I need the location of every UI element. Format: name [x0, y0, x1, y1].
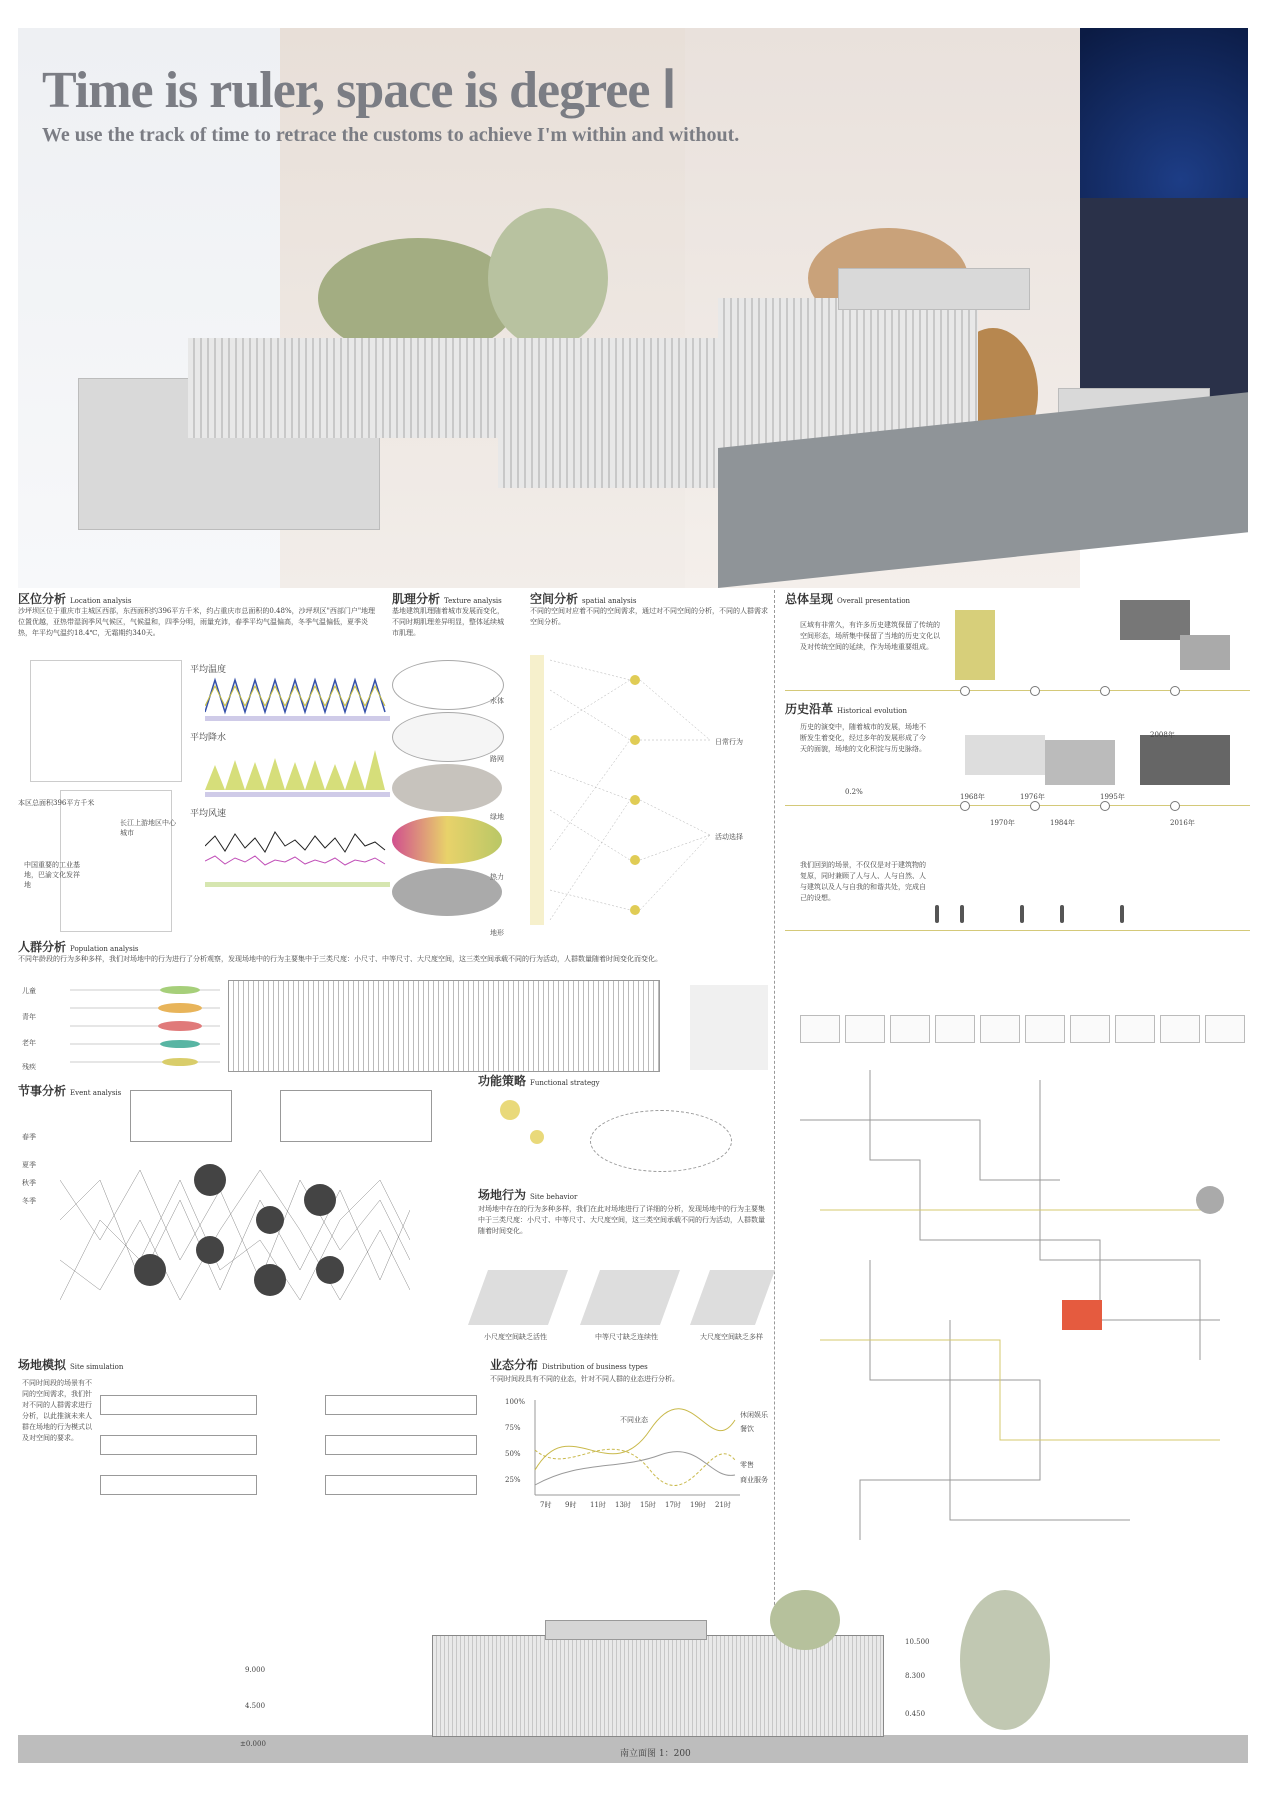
business-xtick: 21时	[715, 1501, 731, 1509]
texture-label: 绿地	[490, 813, 504, 821]
business-xtick: 11时	[590, 1501, 606, 1509]
business-ytick: 100%	[505, 1398, 526, 1406]
texture-heat	[392, 816, 502, 864]
history-date: 1995年	[1100, 793, 1125, 801]
behavior-text: 对场地中存在的行为多种多样，我们在此对场地进行了详细的分析，发现场地中的行为主要集中于三类尺度：小尺寸、中等尺寸、大尺度空间，这三类空间承载不同的行为活动，人群数量随着时间变化。	[478, 1205, 765, 1235]
behavior-caption: 小尺度空间缺乏活性	[484, 1333, 547, 1341]
event-title: 节事分析 Event analysis	[18, 1084, 122, 1098]
location-title: 区位分析 Location analysis	[18, 592, 132, 606]
group-label: 残疾	[22, 1063, 36, 1071]
elevation-level: ±0.000	[240, 1740, 266, 1748]
spatial-title: 空间分析 spatial analysis	[530, 592, 637, 606]
column-divider	[774, 590, 775, 1640]
history-text: 历史的演变中，随着城市的发展，场地不断发生着变化，经过多年的发展形成了今天的面貌，场地的文化积淀与历史脉络。	[800, 723, 926, 753]
space-icon	[1205, 1015, 1245, 1043]
behavior-caption: 中等尺寸缺乏连续性	[595, 1333, 658, 1341]
space-icon	[1160, 1015, 1200, 1043]
simulation-strip	[325, 1435, 477, 1455]
behavior-caption: 大尺度空间缺乏多样	[700, 1333, 763, 1341]
space-icon	[800, 1015, 840, 1043]
history-terrain	[1045, 740, 1115, 785]
population-ribbons	[70, 980, 220, 1070]
season-label: 春季	[22, 1133, 36, 1141]
season-label: 冬季	[22, 1197, 36, 1205]
space-icon	[1025, 1015, 1065, 1043]
business-xtick: 9时	[565, 1501, 577, 1509]
business-title: 业态分布 Distribution of business types	[490, 1358, 648, 1372]
texture-title: 肌理分析 Texture analysis	[392, 592, 502, 606]
business-xtick: 19时	[690, 1501, 706, 1509]
china-map	[30, 660, 182, 782]
overall-photo	[1120, 600, 1190, 640]
temp-chart	[205, 672, 390, 722]
elevation-caption: 南立面图 1：200	[620, 1749, 691, 1759]
history-date: 2008年	[1150, 731, 1175, 739]
map-note: 长江上游地区中心城市	[120, 819, 176, 837]
season-label: 夏季	[22, 1161, 36, 1169]
history-area: 0.2%	[845, 788, 863, 796]
business-xtick: 7时	[540, 1501, 552, 1509]
business-text: 不同时间段具有不同的业态，针对不同人群的业态进行分析。	[490, 1375, 679, 1383]
group-label: 青年	[22, 1013, 36, 1021]
history-photo	[1140, 735, 1230, 785]
behavior-title: 场地行为 Site behavior	[478, 1188, 578, 1202]
person-figure	[1060, 905, 1064, 923]
timeline-axis	[785, 690, 1250, 691]
icon-row	[800, 1015, 1250, 1045]
timeline-dot	[1100, 686, 1110, 696]
rain-chart	[205, 740, 390, 800]
history-dot	[960, 801, 970, 811]
history-date: 1976年	[1020, 793, 1045, 801]
function-zone	[590, 1110, 732, 1172]
business-xtick: 13时	[615, 1501, 631, 1509]
elevation-level: 9.000	[245, 1666, 266, 1674]
person-figure	[960, 905, 964, 923]
texture-label: 水体	[490, 697, 504, 705]
overall-text: 区域有非常久，有许多历史建筑保留了传统的空间形态，场所集中保留了当地的历史文化以及对传统空间的延续，作为场地重要组成。	[800, 621, 940, 651]
population-title: 人群分析 Population analysis	[18, 940, 139, 954]
business-legend: 休闲娱乐	[740, 1411, 768, 1419]
spatial-node: 日常行为	[715, 738, 743, 746]
function-bubble	[530, 1130, 544, 1144]
simulation-text: 不同时间段的场景有不同的空间需求，我们针对不同的人群需求进行分析，以此推演未来人群在场地的行为模式以及对空间的要求。	[22, 1379, 92, 1442]
map-note: 中国重要的工业基地，巴渝文化发祥地	[24, 861, 80, 889]
space-icon	[890, 1015, 930, 1043]
space-icon	[935, 1015, 975, 1043]
texture-water	[392, 660, 504, 710]
tree	[488, 208, 608, 348]
history-date: 1968年	[960, 793, 985, 801]
function-title: 功能策略 Functional strategy	[478, 1074, 600, 1088]
population-text: 不同年龄段的行为多种多样，我们对场地中的行为进行了分析观察，发现场地中的行为主要集中于三类尺度：小尺寸、中等尺寸、大尺度空间，这三类空间承载不同的行为活动，人群数量随着时间变化而变化。	[18, 955, 662, 963]
texture-road	[392, 712, 504, 762]
simulation-strip	[325, 1395, 477, 1415]
people-text: 我们回到的场景，不仅仅是对于建筑物的复原，同时兼顾了人与人、人与自然、人与建筑以及人与自我的和谐共处，完成自己的设想。	[800, 861, 926, 902]
simulation-strip	[100, 1475, 257, 1495]
group-label: 儿童	[22, 987, 36, 995]
business-legend: 零售	[740, 1461, 754, 1469]
business-xtick: 17时	[665, 1501, 681, 1509]
roof-pavilion	[838, 268, 1030, 310]
texture-label: 路网	[490, 755, 504, 763]
history-dot	[1170, 801, 1180, 811]
population-bar-chart	[228, 980, 660, 1072]
season-label: 秋季	[22, 1179, 36, 1187]
history-map	[965, 735, 1045, 775]
business-xtick: 15时	[640, 1501, 656, 1509]
population-photo	[690, 985, 768, 1070]
page-title: Time is ruler, space is degree Ⅰ	[42, 62, 676, 119]
map-note: 本区总面积396平方千米	[18, 799, 95, 807]
function-bubble	[500, 1100, 520, 1120]
business-ytick: 25%	[505, 1476, 521, 1484]
simulation-strip	[100, 1395, 257, 1415]
elevation-level: 10.500	[905, 1638, 930, 1646]
people-axis	[785, 930, 1250, 931]
texture-text: 基地建筑肌理随着城市发展而变化，不同时期肌理差异明显，整体延续城市肌理。	[392, 607, 504, 637]
business-legend: 商业服务	[740, 1476, 768, 1484]
history-axis	[785, 805, 1250, 806]
space-icon	[1115, 1015, 1155, 1043]
elevation-level: 8.300	[905, 1672, 926, 1680]
business-ytick: 50%	[505, 1450, 521, 1458]
texture-label: 地形	[490, 929, 504, 937]
event-card	[130, 1090, 232, 1142]
texture-label: 热力	[490, 873, 504, 881]
building-facade	[498, 338, 718, 488]
simulation-title: 场地模拟 Site simulation	[18, 1358, 124, 1372]
rain-chart-title: 平均降水	[190, 733, 227, 743]
business-ytick: 75%	[505, 1424, 521, 1432]
tree	[770, 1590, 840, 1650]
history-dot	[1100, 801, 1110, 811]
history-title: 历史沿革 Historical evolution	[785, 702, 907, 716]
overall-photo	[1180, 635, 1230, 670]
timeline-dot	[1030, 686, 1040, 696]
spatial-network	[530, 650, 770, 940]
overall-title: 总体呈现 Overall presentation	[785, 592, 911, 606]
mountain	[1080, 198, 1248, 408]
wind-chart	[205, 816, 390, 891]
spatial-node: 活动选择	[715, 833, 743, 841]
elevation-level: 0.450	[905, 1710, 926, 1718]
timeline-dot	[1170, 686, 1180, 696]
simulation-strip	[325, 1475, 477, 1495]
space-icon	[980, 1015, 1020, 1043]
tree	[960, 1590, 1050, 1730]
temp-chart-title: 平均温度	[190, 665, 227, 675]
timeline-dot	[960, 686, 970, 696]
history-date: 2016年	[1170, 819, 1195, 827]
simulation-strip	[100, 1435, 257, 1455]
history-date: 1984年	[1050, 819, 1075, 827]
history-dot	[1030, 801, 1040, 811]
elevation-building	[432, 1635, 884, 1737]
texture-green	[392, 764, 502, 812]
wind-chart-title: 平均风速	[190, 809, 227, 819]
person-figure	[1020, 905, 1024, 923]
elevation-level: 4.500	[245, 1702, 266, 1710]
behavior-diagram	[690, 1270, 775, 1325]
page-subtitle: We use the track of time to retrace the customs to achieve I'm within and without.	[42, 124, 740, 146]
history-date: 1970年	[990, 819, 1015, 827]
building-facade	[188, 338, 508, 438]
behavior-diagram	[580, 1270, 680, 1325]
texture-terrain	[392, 868, 502, 916]
hero-render	[18, 28, 1248, 588]
behavior-diagram	[468, 1270, 568, 1325]
person-figure	[935, 905, 939, 923]
spatial-text: 不同的空间对应着不同的空间需求，通过对不同空间的分析，不同的人群需求空间分析。	[530, 607, 768, 626]
event-card	[280, 1090, 432, 1142]
overall-map	[955, 610, 995, 680]
person-figure	[1120, 905, 1124, 923]
elevation-roof	[545, 1620, 707, 1640]
business-legend: 不同业态	[620, 1416, 648, 1424]
plan-diagram	[800, 1060, 1250, 1560]
event-network	[60, 1160, 410, 1320]
business-legend: 餐饮	[740, 1425, 754, 1433]
space-icon	[1070, 1015, 1110, 1043]
group-label: 老年	[22, 1039, 36, 1047]
space-icon	[845, 1015, 885, 1043]
location-text: 沙坪坝区位于重庆市主城区西部，东西面积约396平方千米，约占重庆市总面积的0.48%，沙坪坝区"西部门户"地理位置优越，亚热带湿润季风气候区，气候温和，四季分明，雨量充沛，春季平均气温偏高，冬季气温偏低，夏季炎热，年平均气温约18.4℃，无霜期约340天。	[18, 607, 376, 637]
